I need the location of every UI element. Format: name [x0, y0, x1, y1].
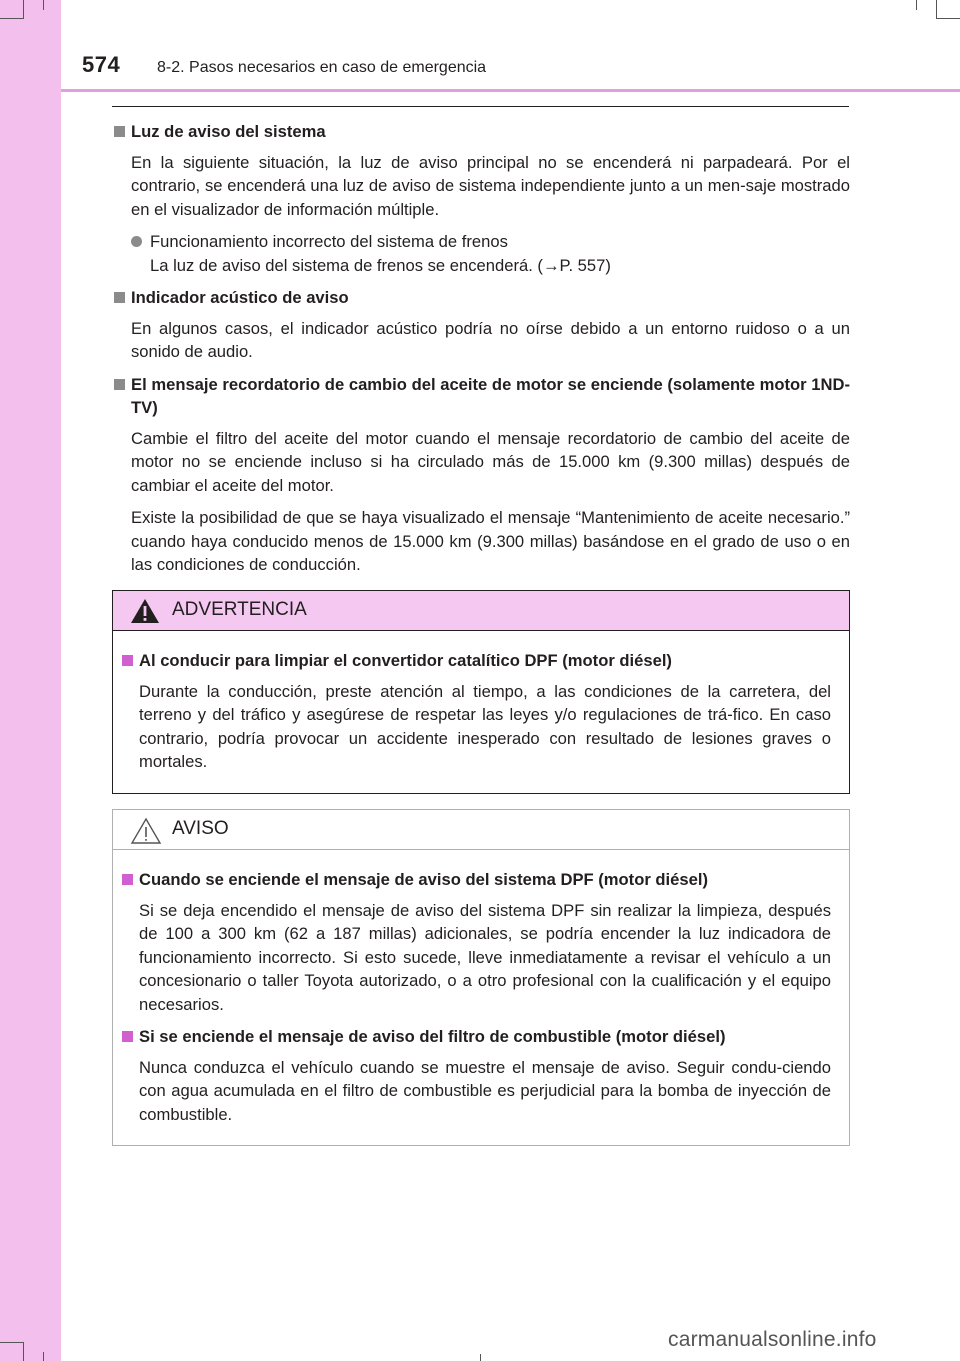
notice-item-heading: Si se enciende el mensaje de aviso del filtro de combustible (motor diésel)	[122, 1025, 831, 1049]
item-paragraph: Cambie el filtro del aceite del motor cuando el mensaje recordatorio de cambio del aceite de motor no se enciende incluso si ha circulado más de 15.000 km (9.300 millas) después de cambiar el aceite del motor.	[131, 428, 850, 495]
notice-box-header	[113, 810, 849, 850]
crop-mark	[43, 0, 44, 10]
notice-item-text: Nunca conduzca el vehículo cuando se muestre el mensaje de aviso. Seguir condu-ciendo con agua acumulada en el filtro de combustible es perjudicial para la bomba de inyección de combustible.	[139, 1057, 831, 1124]
section-title: 8-2. Pasos necesarios en caso de emergencia	[157, 59, 487, 76]
square-bullet-icon	[122, 1031, 133, 1042]
crop-mark	[0, 18, 24, 19]
square-bullet-icon	[122, 655, 133, 666]
crop-mark	[23, 1342, 24, 1361]
bullet-detail: La luz de aviso del sistema de frenos se encenderá. (→P. 557)	[150, 255, 611, 275]
square-bullet-icon	[114, 126, 125, 137]
page-number: 574	[82, 52, 121, 77]
watermark: carmanualsonline.info	[668, 1328, 877, 1351]
notice-box-label: AVISO	[172, 818, 229, 839]
warning-box-body	[113, 631, 849, 774]
warning-item-heading: Al conducir para limpiar el convertidor catalítico DPF (motor diésel)	[122, 649, 831, 673]
item-heading: Luz de aviso del sistema	[112, 120, 850, 144]
square-bullet-icon	[114, 379, 125, 390]
main-content	[112, 120, 850, 586]
item-heading: El mensaje recordatorio de cambio del aceite de motor se enciende (solamente motor 1ND-TV)	[112, 373, 850, 420]
square-bullet-icon	[114, 292, 125, 303]
item-heading: Indicador acústico de aviso	[112, 286, 850, 310]
warning-box-label: ADVERTENCIA	[172, 599, 307, 620]
notice-box	[112, 809, 850, 1146]
notice-item-text: Si se deja encendido el mensaje de aviso del sistema DPF sin realizar la limpieza, después de 100 a 300 km (62 a 187 millas) adicionales, se podría encender la luz indicadora de funcionamiento incorrecto. Si esto sucede, lleve inmediatamente a revisar el vehículo a un concesionario o taller Toyota autorizado, o a otro profesional con la cualificación y el equipo necesarios.	[139, 900, 831, 1014]
caution-triangle-icon	[130, 817, 162, 845]
item-paragraph: En la siguiente situación, la luz de aviso principal no se encenderá ni parpadeará. Por el contrario, se encenderá una luz de aviso de sistema independiente junto a un men-saje mostrado en el visualizador de información múltiple.	[131, 152, 850, 219]
crop-mark	[480, 1354, 481, 1361]
item-paragraph: En algunos casos, el indicador acústico podría no oírse debido a un entorno ruidoso o a un sonido de audio.	[131, 318, 850, 361]
crop-mark	[936, 18, 960, 19]
square-bullet-icon	[122, 874, 133, 885]
warning-triangle-icon	[130, 598, 160, 624]
header-divider	[61, 89, 960, 92]
item-paragraph: Existe la posibilidad de que se haya visualizado el mensaje “Mantenimiento de aceite necesario.” cuando haya conducido menos de 15.000 km (9.300 millas) basándose en el grado de uso o en las condiciones de conducción.	[131, 508, 850, 574]
left-margin-band	[0, 0, 61, 1361]
crop-mark	[916, 0, 917, 10]
crop-mark	[43, 1352, 44, 1361]
crop-mark	[0, 1342, 24, 1343]
warning-box	[112, 590, 850, 794]
notice-box-body	[113, 850, 849, 1126]
notice-item-heading: Cuando se enciende el mensaje de aviso del sistema DPF (motor diésel)	[122, 868, 831, 892]
crop-mark	[23, 0, 24, 19]
top-rule	[112, 106, 849, 107]
bullet-item: Funcionamiento incorrecto del sistema de frenos	[112, 230, 850, 254]
crop-mark	[936, 0, 937, 19]
warning-box-header	[113, 591, 849, 631]
circle-bullet-icon	[131, 236, 142, 247]
warning-item-text: Durante la conducción, preste atención al tiempo, a las condiciones de la carretera, del terreno y del tráfico y asegúrese de respetar las leyes y/o regulaciones de trá-fico. En caso contrario, podría provocar un accidente inesperado con resultado de lesiones graves o mortales.	[139, 681, 831, 771]
